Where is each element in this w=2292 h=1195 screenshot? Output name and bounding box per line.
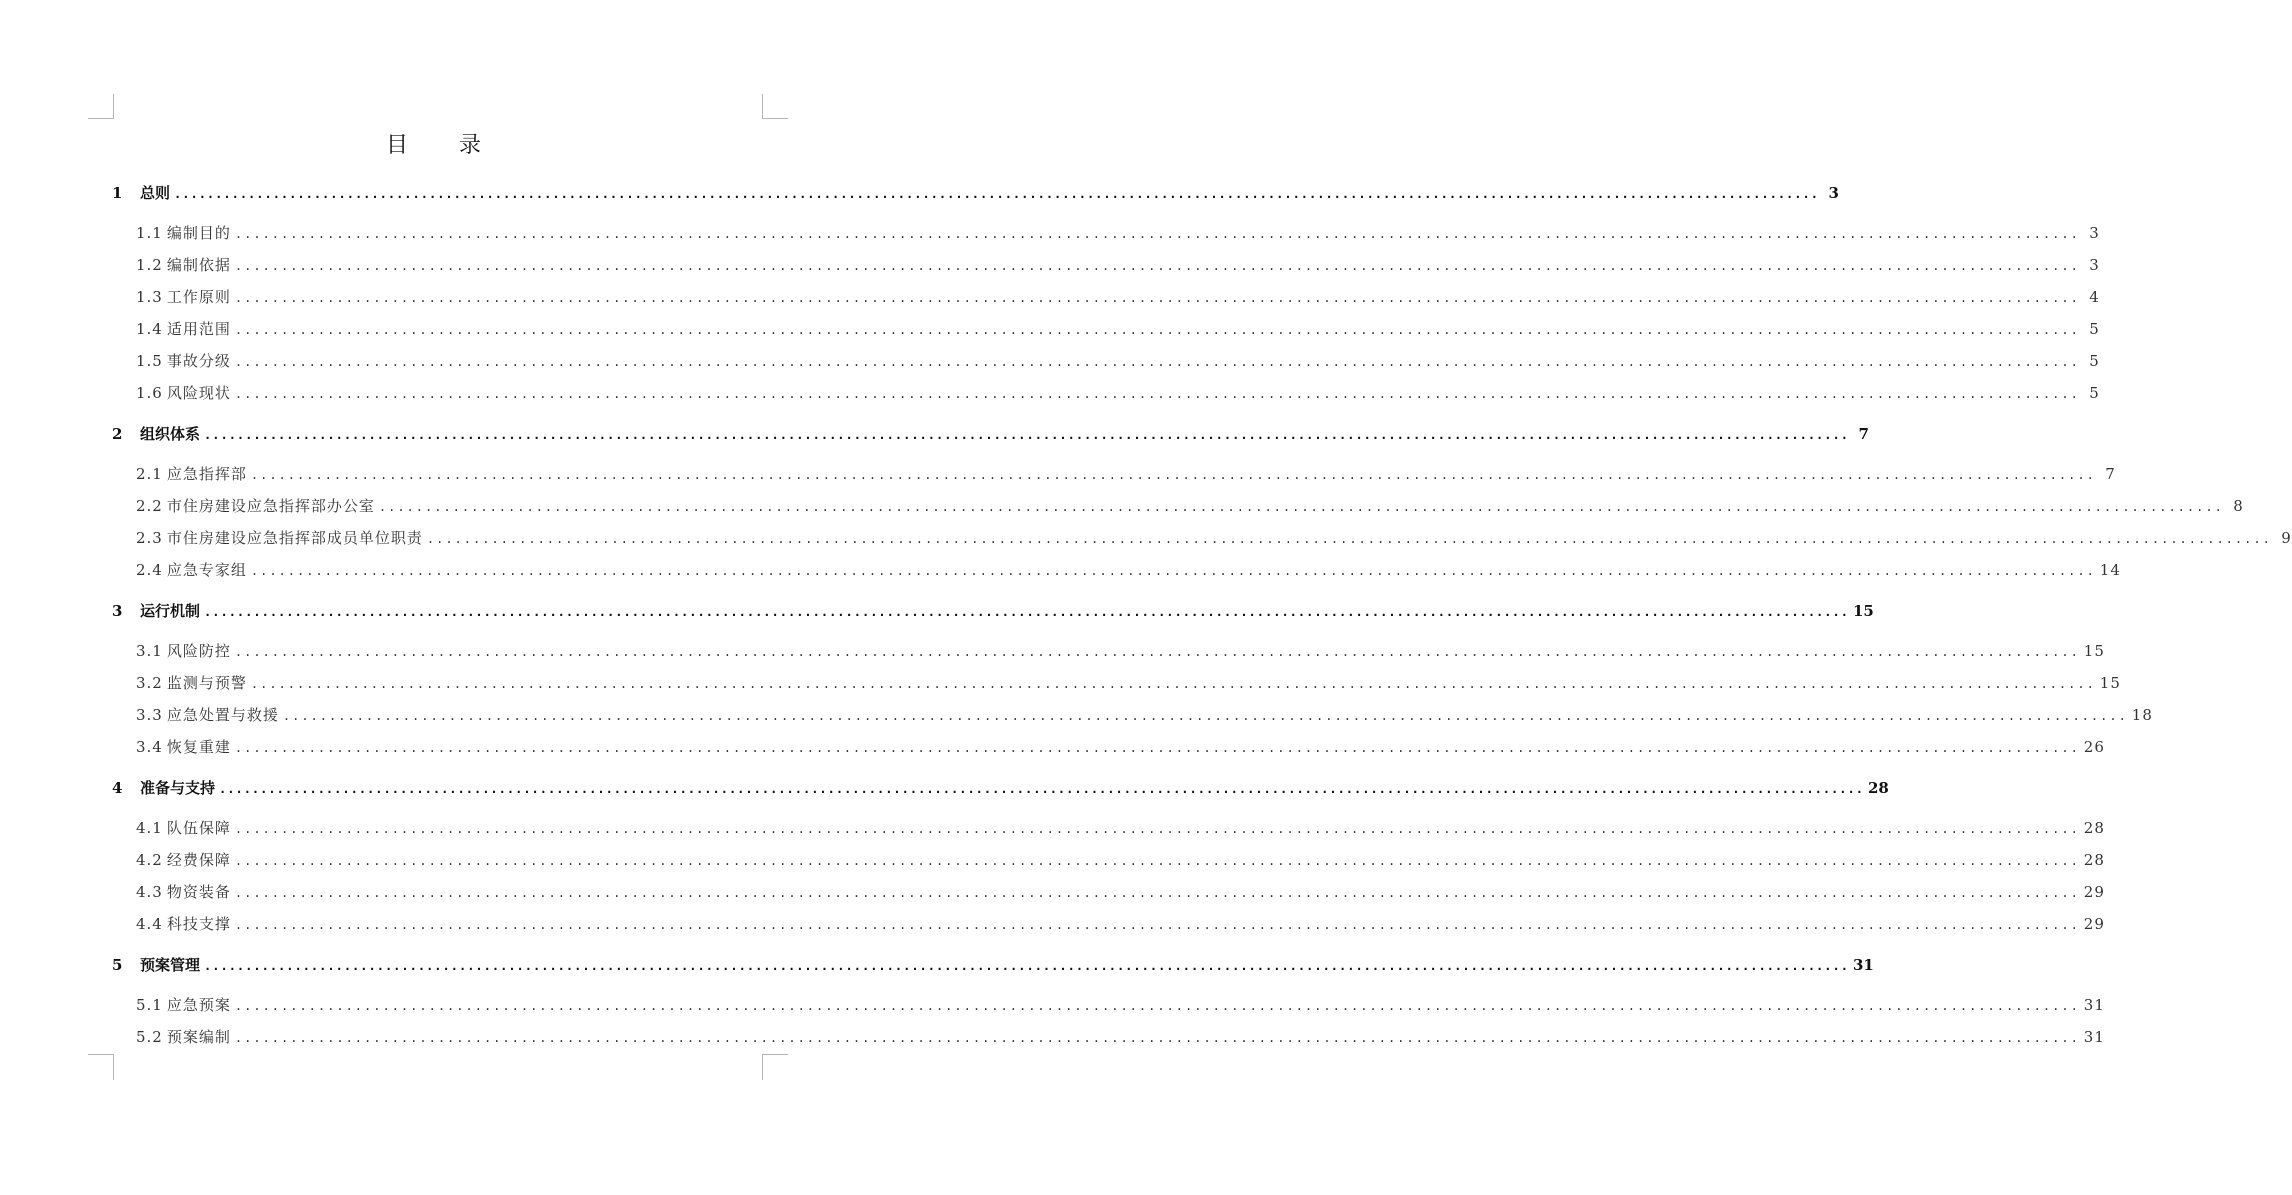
toc-leader-dots: ........................................................................................................................................................................................................: [426, 532, 2272, 546]
toc-entry-page-number: 7: [2105, 465, 2116, 483]
toc-leader-dots: ........................................................................................................................................................................................................: [234, 323, 2080, 337]
toc-entry[interactable]: [136, 380, 2100, 406]
toc-entry[interactable]: [136, 348, 2100, 374]
toc-entry[interactable]: [112, 598, 1874, 624]
toc-entry-number: 1.3: [136, 288, 163, 306]
toc-leader-dots: ........................................................................................................................................................................................................: [250, 677, 2096, 691]
toc-entry[interactable]: [136, 879, 2105, 905]
toc-entry-page-number: 28: [2083, 819, 2105, 837]
toc-entry-title: 编制依据: [166, 256, 231, 274]
toc-leader-dots: ........................................................................................................................................................................................................: [234, 227, 2080, 241]
toc-entry-number: 2.4: [136, 561, 163, 579]
toc-entry-title: 物资装备: [166, 883, 231, 901]
toc-entry[interactable]: [136, 670, 2121, 696]
toc-entry-number: 1.5: [136, 352, 163, 370]
toc-entry-page-number: 8: [2233, 497, 2244, 515]
toc-entry-title: 经费保障: [166, 851, 231, 869]
crop-mark-bottom-left-h: [88, 1054, 114, 1055]
toc-entry[interactable]: [136, 734, 2105, 760]
toc-leader-dots: ........................................................................................................................................................................................................: [234, 645, 2080, 659]
toc-entry-page-number: 14: [2099, 561, 2121, 579]
toc-entry-page-number: 28: [1867, 779, 1889, 797]
toc-entry[interactable]: [136, 847, 2105, 873]
toc-entry-page-number: 4: [2089, 288, 2100, 306]
toc-entry[interactable]: [136, 638, 2105, 664]
toc-entry-page-number: 5: [2089, 352, 2100, 370]
toc-entry-number: 3.1: [136, 642, 163, 660]
toc-entry-title: 组织体系: [140, 425, 201, 443]
toc-entry-number: 4.1: [136, 819, 163, 837]
toc-entry-title: 应急处置与救援: [166, 706, 279, 724]
toc-entry-number: 3.2: [136, 674, 163, 692]
toc-entry-title: 队伍保障: [166, 819, 231, 837]
toc-entry-title: 运行机制: [140, 602, 201, 620]
toc-entry[interactable]: [136, 220, 2100, 246]
toc-entry-page-number: 31: [1852, 956, 1874, 974]
toc-entry-number: 2.2: [136, 497, 163, 515]
toc-leader-dots: ........................................................................................................................................................................................................: [234, 822, 2080, 836]
crop-mark-top-left-h: [88, 118, 114, 119]
toc-entry-number: 4.4: [136, 915, 163, 933]
toc-leader-dots: ........................................................................................................................................................................................................: [234, 854, 2080, 868]
toc-entry-number: 3.3: [136, 706, 163, 724]
toc-entry-page-number: 15: [2099, 674, 2121, 692]
crop-mark-bottom-right-v: [762, 1054, 763, 1080]
toc-entry-page-number: 5: [2089, 384, 2100, 402]
toc-entry-number: 1.4: [136, 320, 163, 338]
toc-entry[interactable]: [136, 911, 2105, 937]
toc-entry-title: 应急预案: [166, 996, 231, 1014]
toc-entry-page-number: 5: [2089, 320, 2100, 338]
toc-entry-number: 4.2: [136, 851, 163, 869]
toc-entry[interactable]: [112, 180, 1839, 206]
toc-entry-title: 预案管理: [140, 956, 201, 974]
toc-entry-title: 总则: [140, 184, 171, 202]
toc-entry-number: 5.1: [136, 996, 163, 1014]
crop-mark-bottom-left-v: [113, 1054, 114, 1080]
toc-leader-dots: ........................................................................................................................................................................................................: [234, 999, 2080, 1013]
toc-leader-dots: ........................................................................................................................................................................................................: [282, 709, 2128, 723]
toc-entry-title: 工作原则: [166, 288, 231, 306]
toc-entry-number: 4: [112, 779, 123, 797]
toc-entry[interactable]: [136, 525, 2292, 551]
toc-entry[interactable]: [136, 1024, 2105, 1050]
toc-entry-number: 1: [112, 184, 123, 202]
toc-entry-title: 编制目的: [166, 224, 231, 242]
toc-entry-page-number: 9: [2281, 529, 2292, 547]
toc-leader-dots: ........................................................................................................................................................................................................: [174, 187, 1819, 201]
toc-leader-dots: ........................................................................................................................................................................................................: [234, 387, 2080, 401]
toc-entry-title: 应急专家组: [166, 561, 247, 579]
toc-entry[interactable]: [136, 461, 2116, 487]
toc-entry-page-number: 31: [2083, 996, 2105, 1014]
toc-entry-page-number: 3: [1828, 184, 1839, 202]
toc-leader-dots: ........................................................................................................................................................................................................: [234, 918, 2080, 932]
toc-entry-page-number: 26: [2083, 738, 2105, 756]
toc-entry-title: 适用范围: [166, 320, 231, 338]
toc-entry[interactable]: [136, 815, 2105, 841]
toc-entry-title: 事故分级: [166, 352, 231, 370]
toc-entry-title: 应急指挥部: [166, 465, 247, 483]
toc-leader-dots: ........................................................................................................................................................................................................: [378, 500, 2224, 514]
toc-entry-page-number: 18: [2131, 706, 2153, 724]
toc-entry-page-number: 31: [2083, 1028, 2105, 1046]
toc-entry-title: 准备与支持: [140, 779, 216, 797]
toc-entry-page-number: 3: [2089, 256, 2100, 274]
toc-entry-number: 2.1: [136, 465, 163, 483]
toc-entry-page-number: 29: [2083, 883, 2105, 901]
toc-entry-number: 3: [112, 602, 123, 620]
toc-leader-dots: ........................................................................................................................................................................................................: [234, 886, 2080, 900]
toc-leader-dots: ........................................................................................................................................................................................................: [250, 468, 2096, 482]
toc-entry-number: 1.6: [136, 384, 163, 402]
toc-entry[interactable]: [112, 952, 1874, 978]
toc-leader-dots: ........................................................................................................................................................................................................: [204, 959, 1849, 973]
toc-entry-page-number: 28: [2083, 851, 2105, 869]
toc-entry-page-number: 7: [1858, 425, 1869, 443]
toc-entry-number: 2: [112, 425, 123, 443]
toc-entry-number: 5.2: [136, 1028, 163, 1046]
toc-leader-dots: ........................................................................................................................................................................................................: [250, 564, 2096, 578]
toc-entry-title: 预案编制: [166, 1028, 231, 1046]
toc-entry-title: 恢复重建: [166, 738, 231, 756]
toc-entry-number: 5: [112, 956, 123, 974]
toc-leader-dots: ........................................................................................................................................................................................................: [234, 291, 2080, 305]
toc-entry[interactable]: [136, 252, 2100, 278]
toc-entry-number: 4.3: [136, 883, 163, 901]
toc-leader-dots: ........................................................................................................................................................................................................: [234, 741, 2080, 755]
toc-leader-dots: ........................................................................................................................................................................................................: [234, 355, 2080, 369]
toc-entry[interactable]: [136, 493, 2244, 519]
toc-entry-number: 2.3: [136, 529, 163, 547]
toc-entry-title: 市住房建设应急指挥部成员单位职责: [166, 529, 423, 547]
toc-entry[interactable]: [136, 992, 2105, 1018]
toc-entry-title: 科技支撑: [166, 915, 231, 933]
toc-entry-title: 风险防控: [166, 642, 231, 660]
toc-entry[interactable]: [112, 421, 1869, 447]
toc-entry[interactable]: [136, 702, 2153, 728]
toc-entry-title: 风险现状: [166, 384, 231, 402]
toc-entry-number: 1.1: [136, 224, 163, 242]
toc-entry-page-number: 3: [2089, 224, 2100, 242]
toc-entry-number: 1.2: [136, 256, 163, 274]
page-title: 目 录: [386, 133, 503, 158]
crop-mark-bottom-right-h: [762, 1054, 788, 1055]
toc-leader-dots: ........................................................................................................................................................................................................: [234, 259, 2080, 273]
toc-entry[interactable]: [136, 557, 2121, 583]
toc-leader-dots: ........................................................................................................................................................................................................: [204, 428, 1849, 442]
toc-entry-page-number: 15: [1852, 602, 1874, 620]
toc-entry-title: 市住房建设应急指挥部办公室: [166, 497, 375, 515]
toc-entry[interactable]: [136, 284, 2100, 310]
toc-leader-dots: ........................................................................................................................................................................................................: [234, 1031, 2080, 1045]
toc-leader-dots: ........................................................................................................................................................................................................: [204, 605, 1849, 619]
toc-entry[interactable]: [136, 316, 2100, 342]
toc-leader-dots: ........................................................................................................................................................................................................: [219, 782, 1864, 796]
toc-entry-page-number: 29: [2083, 915, 2105, 933]
toc-entry-title: 监测与预警: [166, 674, 247, 692]
toc-entry[interactable]: [112, 775, 1889, 801]
crop-mark-top-right-v: [762, 94, 763, 119]
toc-entry-number: 3.4: [136, 738, 163, 756]
crop-mark-top-right-h: [762, 118, 788, 119]
crop-mark-top-left-v: [113, 94, 114, 119]
toc-entry-page-number: 15: [2083, 642, 2105, 660]
